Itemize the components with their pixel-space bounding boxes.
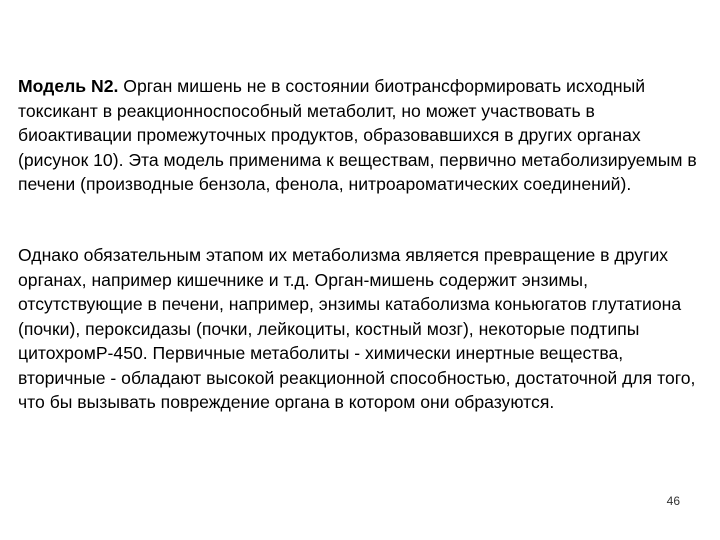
paragraph-metabolism [18, 243, 708, 415]
paragraph-1-text: Орган мишень не в состоянии биотрансформировать исходный токсикант в реакционноспособный метаболит, но может участвовать в биоактивации промежуточных продуктов, образовавшихся в других органах (рисунок 10). Эта модель применима к веществам, первично метаболизируемым в печени (производные бензола, фенола, нитроароматических соединений). [18, 76, 697, 194]
paragraph-model-2 [18, 74, 708, 197]
page-number: 46 [666, 494, 680, 508]
model-2-heading: Модель N2. [18, 76, 119, 96]
paragraph-2-text: Однако обязательным этапом их метаболизма является превращение в других органах, например кишечнике и т.д. Орган-мишень содержит энзимы, отсутствующие в печени, например, энзимы катаболизма коньюгатов глутатиона (почки), пероксидазы (почки, лейкоциты, костный мозг), некоторые подтипы цитохромP-450. Первичные метаболиты - химически инертные вещества, вторичные - обладают высокой реакционной способностью, достаточной для того, что бы вызывать повреждение органа в котором они образуются. [18, 245, 696, 412]
